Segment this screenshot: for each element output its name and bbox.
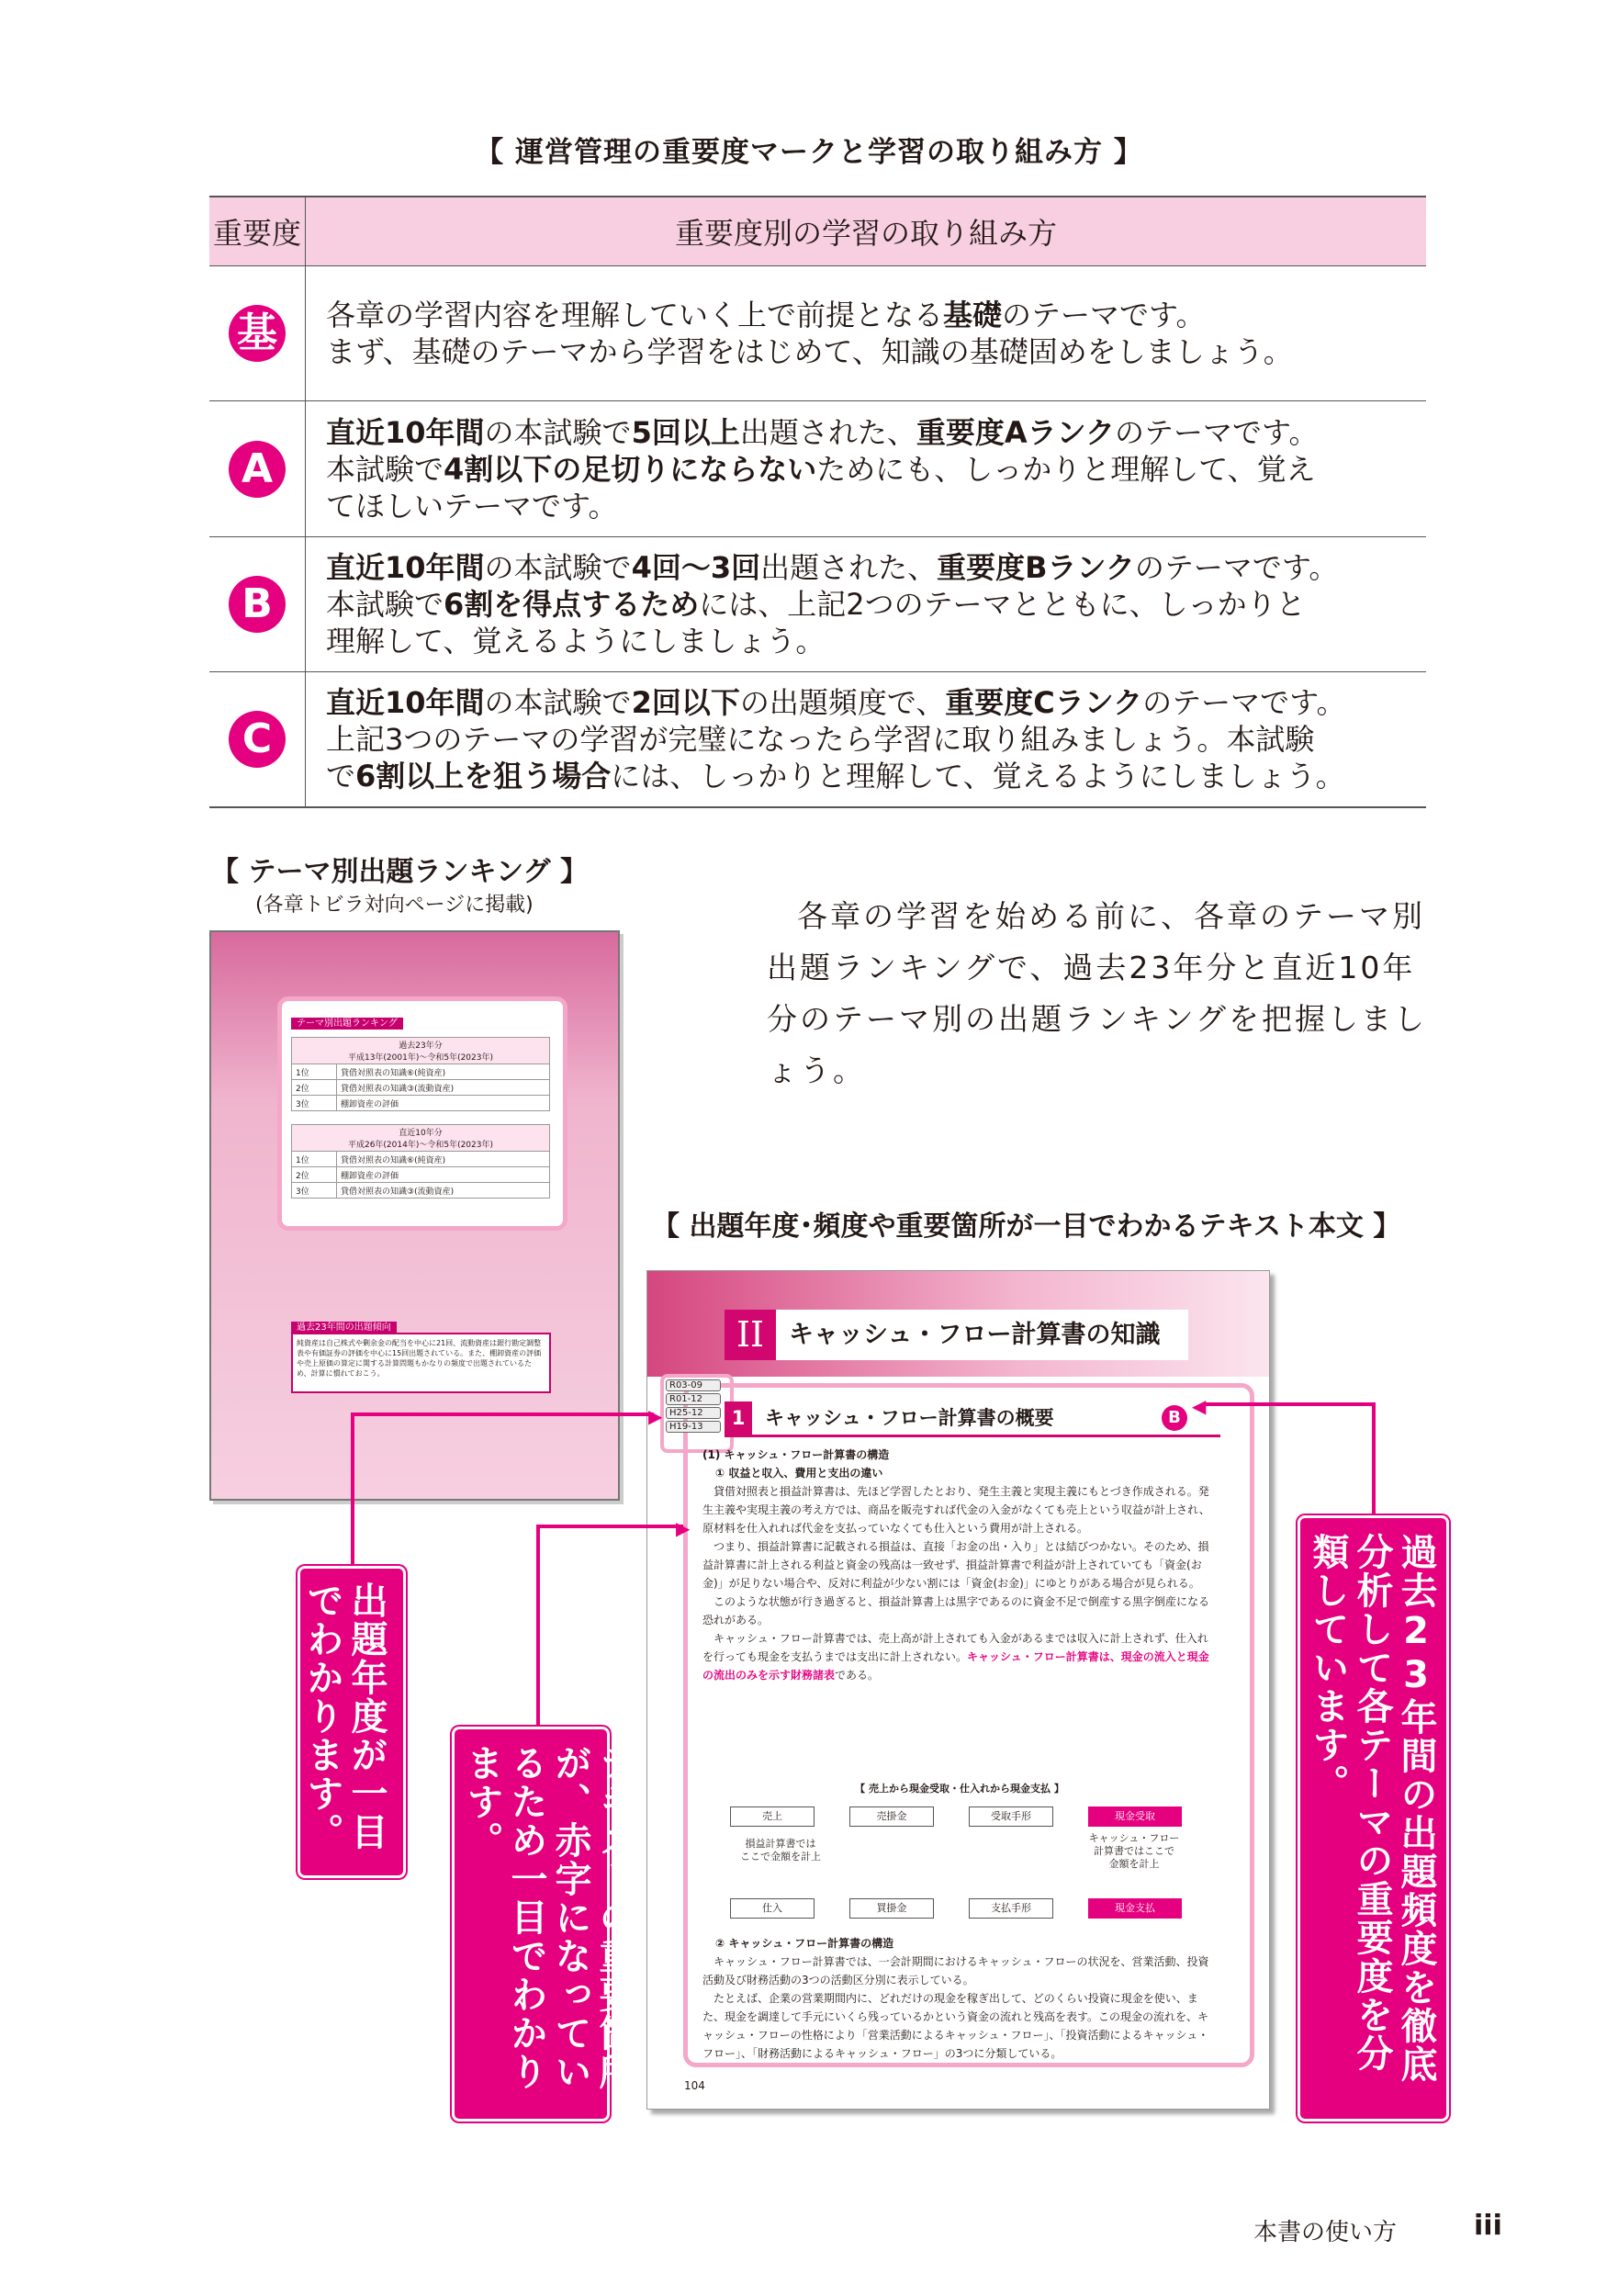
footer-page-number: iii — [1474, 2210, 1502, 2242]
row-line: 本試験で4割以下の足切りにならないためにも、しっかりと理解して、覚え — [326, 451, 1316, 487]
table-row: 1位 貸借対照表の知識⑥(純資産) — [292, 1152, 550, 1167]
table-row: 3位 棚卸資産の評価 — [292, 1096, 550, 1111]
page-title: 【 運営管理の重要度マークと学習の取り組み方 】 — [475, 136, 1143, 169]
row-text — [306, 672, 1427, 808]
row-line: 上記3つのテーマの学習が完璧になったら学習に取り組みましょう。本試験 — [326, 722, 1315, 757]
row-line: 直近10年間の本試験で5回以上出題された、重要度Aランクのテーマです。 — [326, 414, 1319, 450]
chapter-number: II — [725, 1310, 776, 1360]
text-page-thumbnail — [646, 1270, 1270, 2110]
ranking-table-10 — [291, 1124, 550, 1199]
t2-range: 平成26年(2014年)〜令和5年(2023年) — [347, 1141, 494, 1150]
ranking-table-23 — [291, 1037, 550, 1111]
row-text — [306, 401, 1427, 537]
ranking-subtitle: (各章トビラ対向ページに掲載) — [255, 894, 534, 917]
row-line: 各章の学習内容を理解していく上で前提となる基礎のテーマです。 — [326, 298, 1206, 332]
ranking-label: テーマ別出題ランキング — [291, 1018, 403, 1030]
col-approach: 重要度別の学習の取り組み方 — [306, 197, 1427, 266]
ranking-intro: 各章の学習を始める前に、各章のテーマ別出題ランキングで、過去23年分と直近10年分のテーマ別の出題ランキングを把握しましょう。 — [767, 898, 1428, 1088]
row-line: 本試験で6割を得点するためには、上記2つのテーマとともに、しっかりと — [326, 587, 1306, 622]
rank-b-badge: B — [1162, 1405, 1187, 1431]
t1-head: 過去23年分 — [399, 1041, 443, 1051]
ranking-title: 【 テーマ別出題ランキング 】 — [211, 856, 588, 888]
table-row — [209, 266, 1426, 401]
red-highlight: キャッシュ・フロー計算書は、現金の流入と現金の流出のみを示す財務諸表 — [702, 1650, 1209, 1682]
row-text — [306, 537, 1427, 672]
page-number: 104 — [684, 2079, 705, 2092]
row-line: まず、基礎のテーマから学習をはじめて、知識の基礎固めをしましょう。 — [326, 334, 1293, 369]
trend-label: 過去23年間の出題傾向 — [291, 1322, 397, 1334]
body-text-2: ② キャッシュ・フロー計算書の構造 キャッシュ・フロー計算書では、一会計期間におけるキャッシュ・フローの状況を、営業活動、投資活動及び財務活動の3つの活動区分別に表示している。 たとえば、企業の営業期間内に、どれだけの現金を稼ぎ出して、どのくらい投資に現金を使い、また、現金を調達して手元にいくら残っているかという資金の流れと残高を表す。この現金の流れを、キャッシュ・フローの性格により「営業活動によるキャッシュ・フロー」、「投資活動によるキャッシュ・フロー」、「財務活動によるキャッシュ・フロー」の3つに分類している。 — [702, 1937, 1209, 2060]
text-sample-title: 【 出題年度･頻度や重要箇所が一目でわかるテキスト本文 】 — [652, 1210, 1401, 1243]
table-row: 2位 貸借対照表の知識③(流動資産) — [292, 1080, 550, 1096]
section-heading: 1 キャッシュ・フロー計算書の概要 — [725, 1401, 1220, 1437]
callout-frequency: 過去23年間の出題頻度を徹底分析して各テーマの重要度を分類しています。 — [1298, 1515, 1449, 2122]
t1-range: 平成13年(2001年)〜令和5年(2023年) — [347, 1053, 494, 1063]
table-row — [209, 401, 1426, 537]
exam-years: R03-09 R01-12 H25-12 H19-13 — [666, 1379, 721, 1435]
table-row: 2位 棚卸資産の評価 — [292, 1167, 550, 1183]
callout-red-text: テキストの重要箇所が、赤字になっているため一目でわかります。 — [452, 1727, 610, 2122]
rank-c-badge: C — [229, 711, 286, 768]
row-line: 直近10年間の本試験で2回以下の出題頻度で、重要度Cランクのテーマです。 — [326, 685, 1346, 720]
trend-text: 純資産は自己株式や剰余金の配当を中心に21回、流動資産は銀行勘定調整表や有価証券の評価を中心に15回出題されている。また、棚卸資産の評価や売上原価の算定に関する計算問題もかなりの頻度で出題されているため、計算に慣れておこう。 — [291, 1333, 551, 1393]
row-text — [306, 266, 1427, 401]
footer-label: 本書の使い方 — [1253, 2219, 1398, 2246]
rank-b-badge: B — [229, 576, 286, 633]
t2-head: 直近10年分 — [399, 1129, 443, 1138]
row-line: 理解して、覚えるようにしましょう。 — [326, 624, 826, 658]
basic-badge: 基 — [229, 305, 286, 362]
table-row: 3位 貸借対照表の知識③(流動資産) — [292, 1183, 550, 1199]
row-line: てほしいテーマです。 — [326, 488, 618, 523]
row-line: 直近10年間の本試験で4回〜3回出題された、重要度Bランクのテーマです。 — [326, 550, 1339, 585]
table-row: 1位 貸借対照表の知識⑥(純資産) — [292, 1064, 550, 1080]
cash-flow-diagram: 【 売上から現金受取・仕入れから現金支払 】 売上 売掛金 受取手形 現金受取 損益計算書では ここで金額を計上 キャッシュ・フロー 計算書ではここで 金額を計上 仕入 買掛金 支払手形 現金支払 — [702, 1781, 1217, 1928]
chapter-title: キャッシュ・フロー計算書の知識 — [789, 1321, 1161, 1349]
table-row — [209, 537, 1426, 672]
ranking-box — [277, 996, 567, 1231]
col-importance: 重要度 — [209, 197, 306, 266]
table-row — [209, 672, 1426, 808]
rank-a-badge: A — [229, 441, 286, 498]
row-line: で6割以上を狙う場合には、しっかりと理解して、覚えるようにしましょう。 — [326, 759, 1345, 793]
body-text: (1) キャッシュ・フロー計算書の構造 ① 収益と収入、費用と支出の違い 貸借対照表と損益計算書は、先ほど学習したとおり、発生主義と実現主義にもとづき作成される。発生主義や実現主義の考え方では、商品を販売すれば代金の入金がなくても売上という収益が計上され、原材料を仕入れれば代金を支払っていなくても仕入という費用が計上される。 つまり、損益計算書に記載される損益は、直接「お金の出・入り」とは結びつかない。そのため、損益計算書に計上される利益と資金の残高は一致せず、損益計算書で利益が計上されていても「資金(お金)」が足りない場合や、反対に利益が少ない割には「資金(お金)」にゆとりがある場合が見られる。 このような状態が行き過ぎると、損益計算書上は黒字であるのに資金不足で倒産する黒字倒産になる恐れがある。 キャッシュ・フロー計算書では、売上高が計上されても入金があるまでは収入に計上されず、仕入れを行っても現金を支払うまでは支出に計上されない。キャッシュ・フロー計算書は、現金の流入と現金の流出のみを示す財務諸表である。 — [702, 1448, 1210, 1682]
callout-exam-years: 出題年度が一目でわかります。 — [298, 1566, 406, 1878]
importance-table — [209, 196, 1426, 808]
